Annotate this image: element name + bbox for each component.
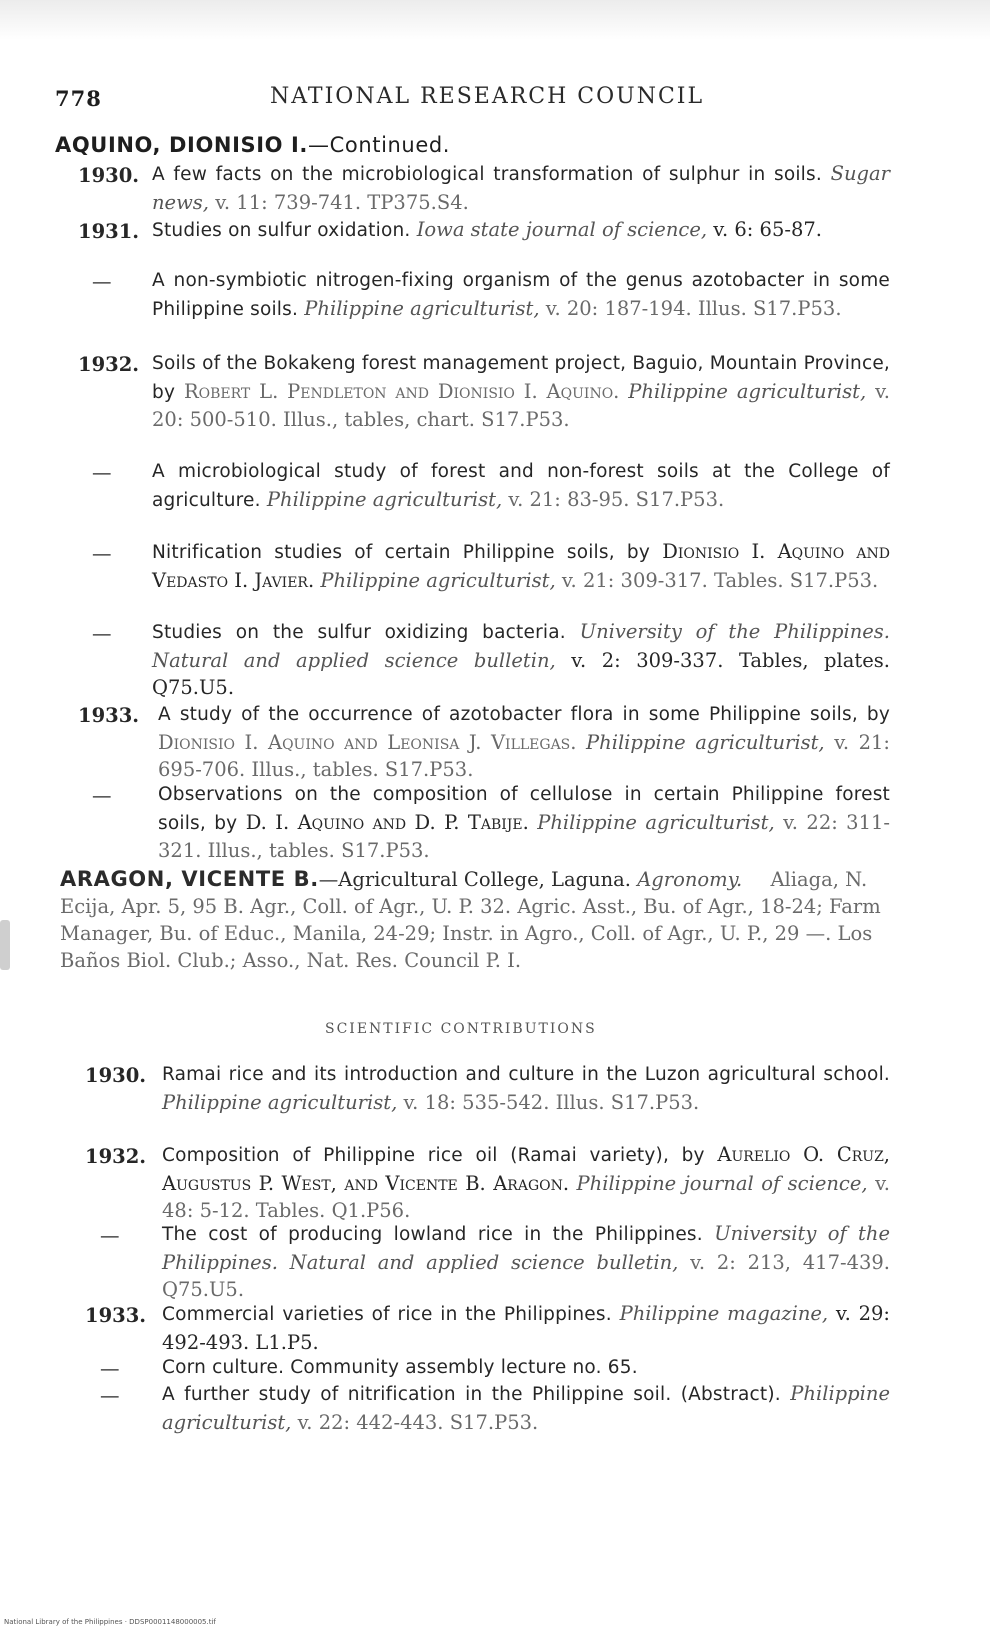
- entry-title: A non-symbiotic nitrogen-fixing organism of the genus azotobacter in some Philippine soils.: [152, 270, 890, 320]
- entry-citation: v. 29: 492-493. L1.P5.: [162, 1302, 890, 1354]
- bib-entry: [162, 1220, 890, 1304]
- entry-title: Nitrification studies of certain Philippine soils, by: [152, 542, 650, 563]
- bib-entry: [158, 700, 890, 784]
- bib-entry: [158, 780, 890, 865]
- scan-margin-mark: [0, 920, 10, 970]
- page-number: 778: [55, 86, 102, 111]
- entry-journal: Philippine agriculturist,: [537, 810, 775, 834]
- entry-title: The cost of producing lowland rice in the Philippines.: [162, 1224, 703, 1245]
- bib-entry: [152, 349, 890, 434]
- entry-citation: v. 11: 739-741. TP375.S4.: [215, 190, 469, 214]
- entry-citation: v. 21: 83-95. S17.P53.: [508, 487, 725, 511]
- entry-journal: Sugar news,: [152, 162, 890, 214]
- entry-authors: Dionisio I. Aquino and Leonisa J. Villegas.: [158, 730, 577, 754]
- entry-marker: 1930.: [78, 164, 140, 187]
- entry-journal: Philippine agriculturist,: [586, 730, 825, 754]
- author-entry-aragon: [60, 866, 890, 974]
- entry-marker: —: [100, 1224, 120, 1247]
- continued-label: —Continued.: [308, 133, 451, 157]
- section-label: SCIENTIFIC CONTRIBUTIONS: [325, 1021, 597, 1037]
- author-field: Agronomy.: [637, 868, 743, 891]
- entry-marker: 1931.: [78, 220, 140, 243]
- entry-journal: Philippine agriculturist,: [628, 379, 867, 403]
- entry-title: A further study of nitrification in the Philippine soil. (Abstract).: [162, 1384, 781, 1405]
- entry-title: Composition of Philippine rice oil (Ramai variety), by: [162, 1145, 705, 1166]
- scan-credit: National Library of the Philippines · DDSP0001148000005.tif: [4, 1618, 216, 1626]
- entry-citation: v. 2: 213, 417-439. Q75.U5.: [162, 1250, 890, 1301]
- entry-marker: 1932.: [85, 1145, 147, 1168]
- entry-journal: Philippine agriculturist,: [162, 1382, 890, 1434]
- bib-entry: [152, 216, 890, 245]
- entry-title: A few facts on the microbiological transformation of sulphur in soils.: [152, 164, 822, 185]
- bib-entry: [152, 457, 890, 514]
- bib-entry: [162, 1380, 890, 1436]
- entry-marker: —: [92, 270, 112, 293]
- entry-title: Corn culture. Community assembly lecture no. 65.: [162, 1357, 638, 1378]
- entry-marker: —: [92, 784, 112, 807]
- entry-authors: Dionisio I. Aquino and Vedasto I. Javier.: [152, 540, 890, 592]
- entry-citation: v. 22: 311-321. Illus., tables. S17.P53.: [158, 810, 890, 862]
- entry-citation: v. 2: 309-337. Tables, plates. Q75.U5.: [152, 648, 890, 699]
- entry-journal: Philippine agriculturist,: [266, 487, 503, 511]
- bib-entry: [152, 266, 890, 323]
- entry-journal: Philippine magazine,: [619, 1302, 829, 1325]
- entry-title: A study of the occurrence of azotobacter flora in some Philippine soils, by: [158, 704, 890, 725]
- entry-title: Studies on sulfur oxidation.: [152, 220, 411, 241]
- bib-entry: [152, 538, 890, 594]
- entry-journal: Philippine agriculturist,: [162, 1090, 398, 1114]
- entry-citation: v. 48: 5-12. Tables. Q1.P56.: [162, 1171, 890, 1222]
- bib-entry: [162, 1141, 890, 1225]
- entry-marker: —: [100, 1384, 120, 1407]
- author-heading-aquino: [55, 133, 450, 157]
- entry-journal: Iowa state journal of science,: [416, 218, 708, 241]
- entry-marker: —: [92, 542, 112, 565]
- entry-title: Soils of the Bokakeng forest management project, Baguio, Mountain Province, by: [152, 353, 890, 403]
- bib-entry: [162, 1353, 890, 1382]
- entry-citation: v. 18: 535-542. Illus. S17.P53.: [403, 1090, 700, 1114]
- author-name: AQUINO, DIONISIO I.: [55, 133, 309, 157]
- entry-citation: v. 21: 695-706. Illus., tables. S17.P53.: [158, 730, 891, 781]
- entry-marker: 1933.: [85, 1304, 147, 1327]
- author-name: ARAGON, VICENTE B.: [60, 867, 319, 891]
- entry-citation: v. 20: 187-194. Illus. S17.P53.: [545, 296, 842, 320]
- entry-marker: —: [92, 622, 112, 645]
- bib-entry: [152, 618, 890, 702]
- entry-journal: University of the Philippines. Natural and applied science bulletin,: [162, 1222, 890, 1274]
- bib-entry: [152, 160, 890, 216]
- entry-journal: Philippine agriculturist,: [304, 296, 540, 320]
- entry-title: Studies on the sulfur oxidizing bacteria.: [152, 622, 566, 643]
- entry-journal: Philippine journal of science,: [576, 1171, 868, 1195]
- entry-authors: Aurelio O. Cruz, Augustus P. West, and Vicente B. Aragon.: [162, 1143, 891, 1195]
- entry-marker: 1932.: [78, 353, 140, 376]
- running-head: NATIONAL RESEARCH COUNCIL: [270, 84, 705, 109]
- bib-entry: [162, 1300, 890, 1356]
- entry-title: Observations on the composition of cellulose in certain Philippine forest soils, by: [158, 784, 890, 834]
- author-affiliation: —Agricultural College, Laguna.: [318, 868, 632, 891]
- entry-citation: v. 6: 65-87.: [713, 218, 822, 241]
- entry-marker: 1930.: [85, 1064, 147, 1087]
- entry-marker: 1933.: [78, 704, 140, 727]
- entry-journal: Philippine agriculturist,: [320, 568, 556, 592]
- entry-title: Commercial varieties of rice in the Philippines.: [162, 1304, 612, 1325]
- entry-citation: v. 21: 309-317. Tables. S17.P53.: [561, 568, 879, 592]
- entry-marker: —: [92, 461, 112, 484]
- bib-entry: [162, 1060, 890, 1116]
- entry-citation: v. 22: 442-443. S17.P53.: [297, 1410, 539, 1434]
- author-biography: Aliaga, N. Ecija, Apr. 5, 95 B. Agr., Coll. of Agr., U. P. 32. Agric. Asst., Bu. of Agr., 18-24; Farm Manager, Bu. of Educ., Manila, 24-29; Instr. in Agro., Coll. of Agr., U. P., 29 —. Los Baños Biol. Club.; Asso., Nat. Res. Council P. I.: [60, 868, 881, 972]
- entry-marker: —: [100, 1357, 120, 1380]
- entry-authors: D. I. Aquino and D. P. Tabije.: [245, 810, 529, 834]
- entry-journal: University of the Philippines. Natural and applied science bulletin,: [152, 620, 891, 672]
- entry-citation: v. 20: 500-510. Illus., tables, chart. S17.P53.: [152, 379, 890, 431]
- scan-top-shade: [0, 0, 990, 40]
- entry-title: Ramai rice and its introduction and culture in the Luzon agricultural school.: [162, 1064, 890, 1085]
- entry-title: A microbiological study of forest and non-forest soils at the College of agriculture.: [152, 461, 890, 511]
- entry-authors: Robert L. Pendleton and Dionisio I. Aquino.: [183, 379, 620, 403]
